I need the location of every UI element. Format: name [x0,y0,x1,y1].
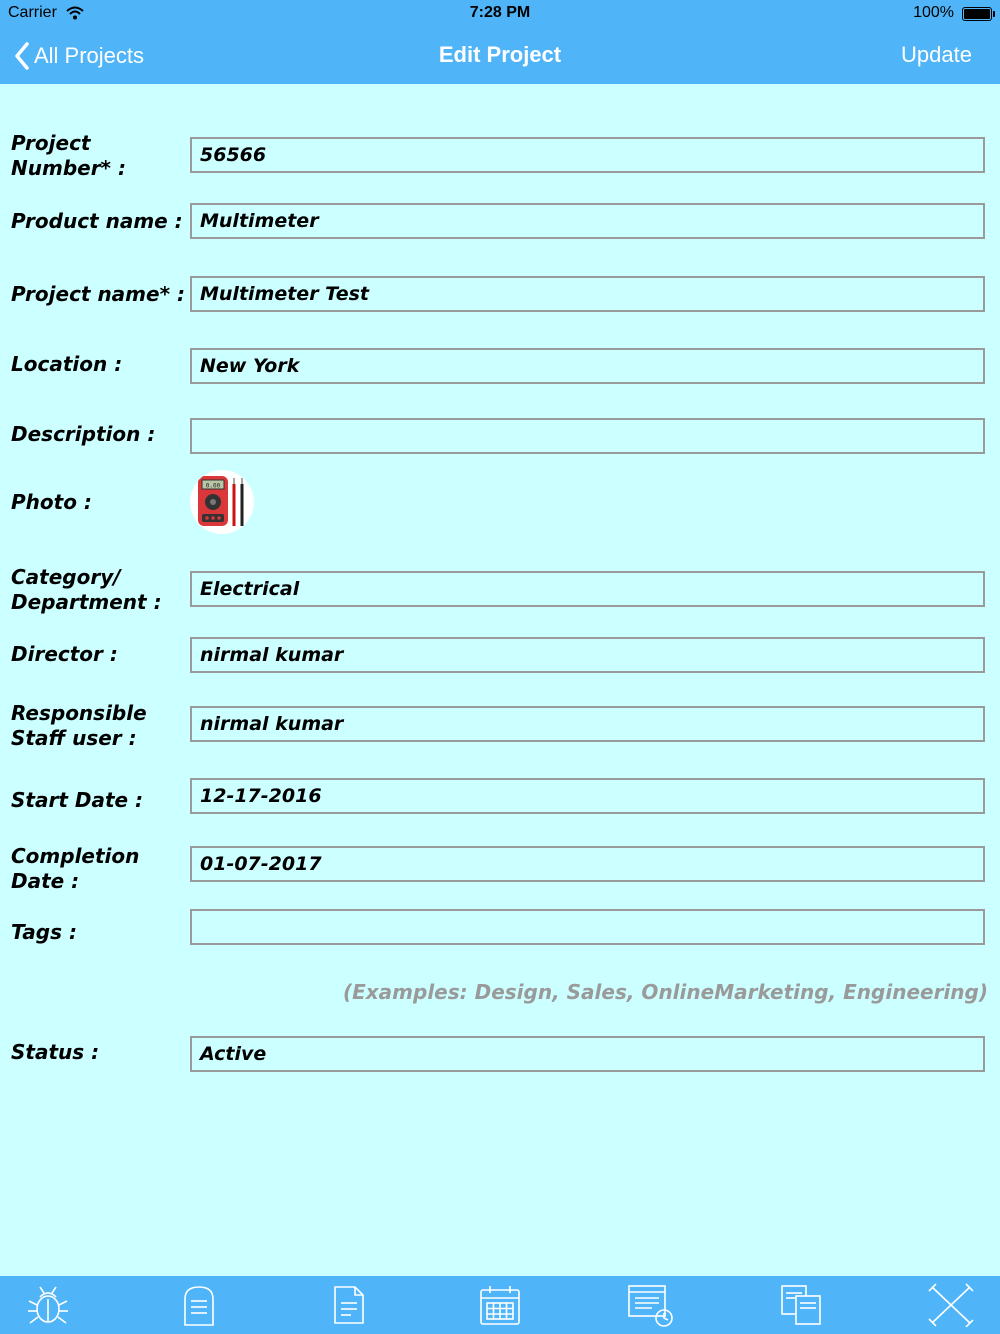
status-field[interactable]: Active [190,1036,985,1072]
report-icon [626,1282,674,1328]
navigation-bar [0,0,1000,84]
multimeter-image [190,470,254,534]
tab-copies[interactable] [775,1280,827,1330]
svg-text:0.00: 0.00 [205,482,221,490]
photo-label: Photo : [11,490,92,514]
battery-percent: 100% [913,4,954,21]
mailbox-icon [179,1283,219,1327]
completion-date-label: Completion Date : [11,844,140,893]
project-number-field[interactable]: 56566 [190,137,985,173]
tags-hint: (Examples: Design, Sales, OnlineMarketing, Engineering) [342,980,988,1004]
category-label: Category/ Department : [11,565,162,614]
project-number-label: Project Number* : [11,131,126,180]
bug-icon [25,1283,71,1327]
tab-tools[interactable] [925,1280,977,1330]
tab-calendar[interactable] [474,1280,526,1330]
tags-label: Tags : [11,920,77,944]
update-button[interactable]: Update [901,42,972,67]
calendar-icon [478,1283,522,1327]
completion-date-field[interactable]: 01-07-2017 [190,846,985,882]
project-name-field[interactable]: Multimeter Test [190,276,985,312]
description-label: Description : [11,422,156,446]
document-icon [331,1283,367,1327]
location-field[interactable]: New York [190,348,985,384]
location-label: Location : [11,352,123,376]
product-name-field[interactable]: Multimeter [190,203,985,239]
start-date-field[interactable]: 12-17-2016 [190,778,985,814]
product-name-label: Product name : [11,209,183,233]
tags-field[interactable] [190,909,985,945]
tab-bugs[interactable] [22,1280,74,1330]
responsible-staff-field[interactable]: nirmal kumar [190,706,985,742]
clock: 7:28 PM [469,4,531,21]
tab-reports[interactable] [624,1280,676,1330]
category-field[interactable]: Electrical [190,571,985,607]
responsible-staff-label: Responsible Staff user : [11,701,147,750]
tools-icon [928,1283,974,1327]
project-photo[interactable] [190,470,254,534]
project-name-label: Project name* : [11,282,186,306]
copy-icon [777,1283,825,1327]
start-date-label: Start Date : [11,788,144,812]
carrier-label: Carrier [8,4,57,21]
director-label: Director : [11,642,118,666]
description-field[interactable] [190,418,985,454]
battery-icon [962,7,992,21]
status-label: Status : [11,1040,100,1064]
director-field[interactable]: nirmal kumar [190,637,985,673]
tab-documents[interactable] [323,1280,375,1330]
tab-mailbox[interactable] [173,1280,225,1330]
tab-bar [0,1276,1000,1334]
back-button-label: All Projects [34,43,145,68]
page-title: Edit Project [438,42,562,67]
